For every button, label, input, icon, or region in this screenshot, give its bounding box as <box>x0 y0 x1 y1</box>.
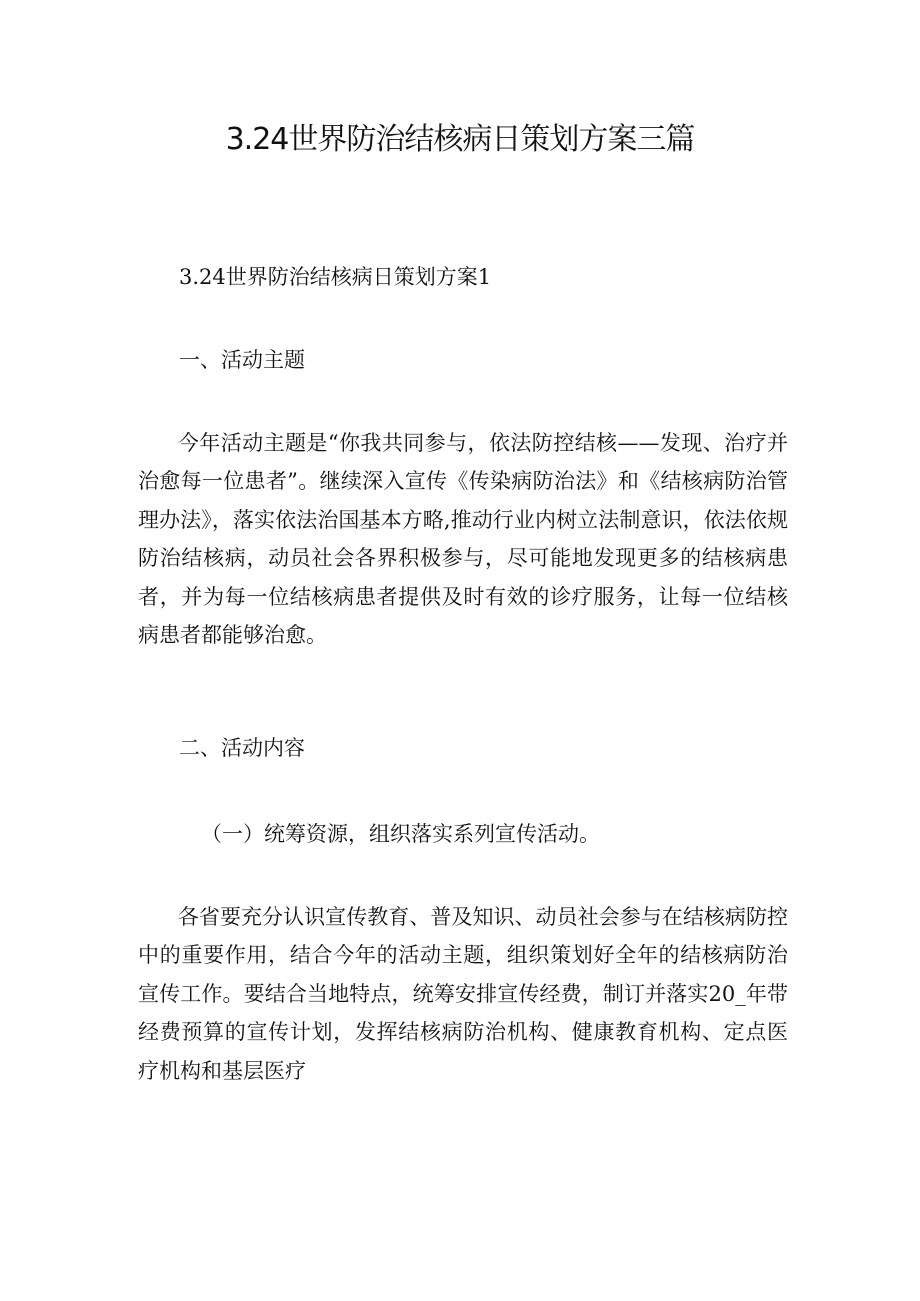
section-heading-content: 二、活动内容 <box>179 736 305 760</box>
section-heading-theme: 一、活动主题 <box>179 348 305 372</box>
content-paragraph: 各省要充分认识宣传教育、普及知识、动员社会参与在结核病防控中的重要作用，结合今年的活动主题，组织策划好全年的结核病防治宣传工作。要结合当地特点，统筹安排宣传经费，制订并落实20_年带经费预算的宣传计划，发挥结核病防治机构、健康教育机构、定点医疗机构和基层医疗 <box>138 905 788 1083</box>
theme-paragraph: 今年活动主题是“你我共同参与，依法防控结核——发现、治疗并治愈每一位患者”。继续深入宣传《传染病防治法》和《结核病防治管理办法》，落实依法治国基本方略,推动行业内树立法制意识，依法依规防治结核病，动员社会各界积极参与，尽可能地发现更多的结核病患者，并为每一位结核病患者提供及时有效的诊疗服务，让每一位结核病患者都能够治愈。 <box>138 431 788 648</box>
plan-subtitle: 3.24世界防治结核病日策划方案1 <box>179 265 492 289</box>
content-subheading: （一）统筹资源，组织落实系列宣传活动。 <box>201 822 600 846</box>
document-title: 3.24世界防治结核病日策划方案三篇 <box>225 122 695 157</box>
